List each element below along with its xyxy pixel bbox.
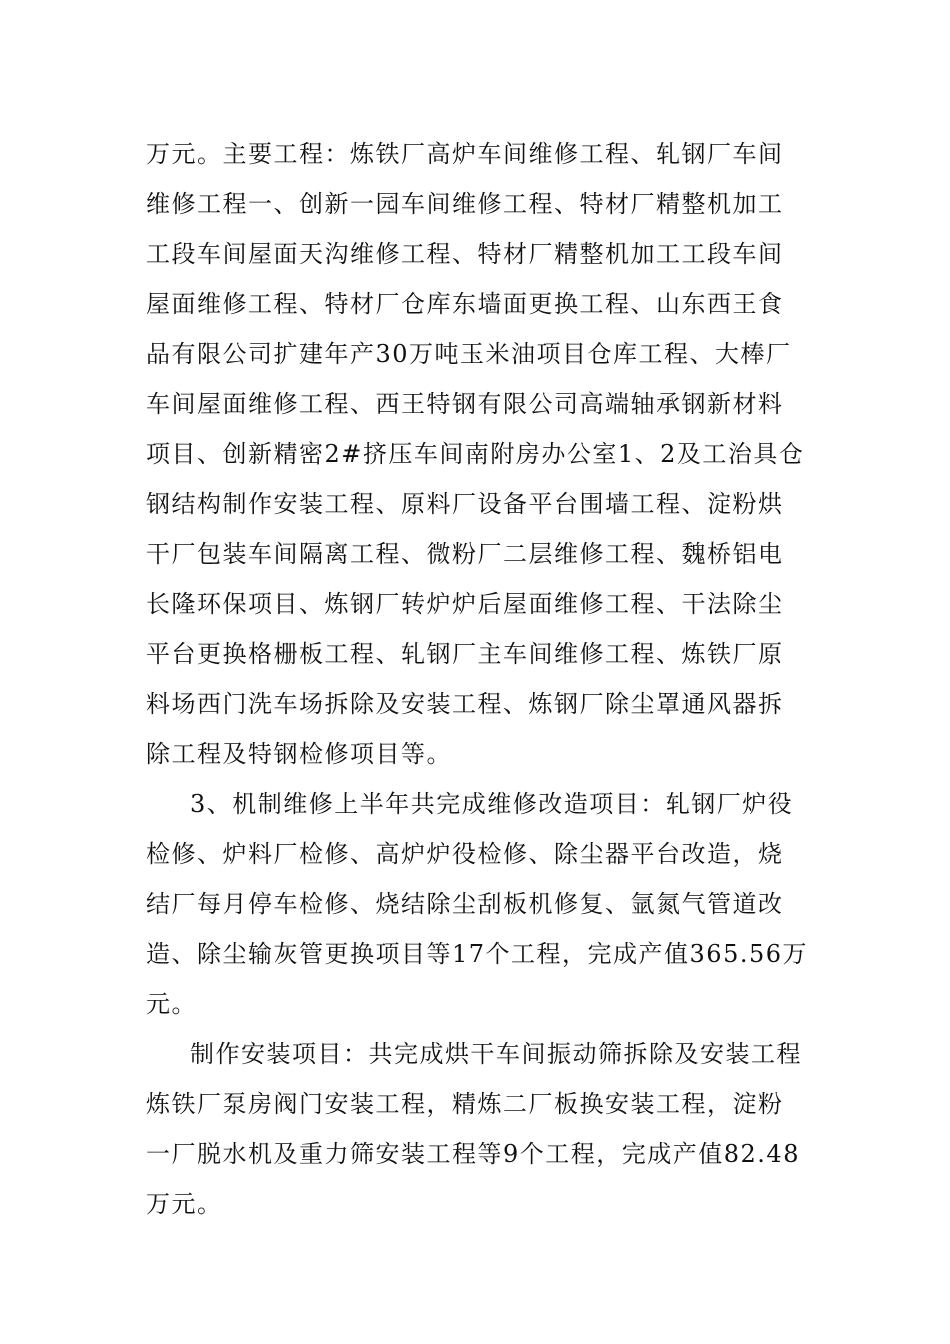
paragraph-start-line: 制作安装项目：共完成烘干车间振动筛拆除及安装工程 [190,1040,802,1068]
text-line: 平台更换格栅板工程、轧钢厂主车间维修工程、炼铁厂原 [146,640,784,668]
text-line: 检修、炉料厂检修、高炉炉役检修、除尘器平台改造，烧 [146,840,784,868]
text-line: 维修工程一、创新一园车间维修工程、特材厂精整机加工 [146,190,784,218]
text-line: 造、除尘输灰管更换项目等17个工程，完成产值365.56万 [146,940,809,968]
text-line: 一厂脱水机及重力筛安装工程等9个工程，完成产值82.48 [146,1140,800,1168]
text-line: 品有限公司扩建年产30万吨玉米油项目仓库工程、大棒厂 [146,340,792,368]
text-line: 结厂每月停车检修、烧结除尘刮板机修复、氩氮气管道改 [146,890,784,918]
text-line: 干厂包装车间隔离工程、微粉厂二层维修工程、魏桥铝电 [146,540,784,568]
paragraph-start-line: 3、机制维修上半年共完成维修改造项目：轧钢厂炉役 [190,790,794,818]
text-line: 料场西门洗车场拆除及安装工程、炼钢厂除尘罩通风器拆 [146,690,784,718]
text-line: 除工程及特钢检修项目等。 [146,740,452,768]
text-line: 元。 [146,990,197,1018]
text-line: 炼铁厂泵房阀门安装工程，精炼二厂板换安装工程，淀粉 [146,1090,784,1118]
text-line: 长隆环保项目、炼钢厂转炉炉后屋面维修工程、干法除尘 [146,590,784,618]
text-line: 车间屋面维修工程、西王特钢有限公司高端轴承钢新材料 [146,390,784,418]
text-line: 钢结构制作安装工程、原料厂设备平台围墙工程、淀粉烘 [146,490,784,518]
text-line: 屋面维修工程、特材厂仓库东墙面更换工程、山东西王食 [146,290,784,318]
text-line: 项目、创新精密2#挤压车间南附房办公室1、2及工治具仓 [146,440,805,468]
text-line: 工段车间屋面天沟维修工程、特材厂精整机加工工段车间 [146,240,784,268]
text-line: 万元。主要工程：炼铁厂高炉车间维修工程、轧钢厂车间 [146,140,784,168]
text-line: 万元。 [146,1190,223,1218]
